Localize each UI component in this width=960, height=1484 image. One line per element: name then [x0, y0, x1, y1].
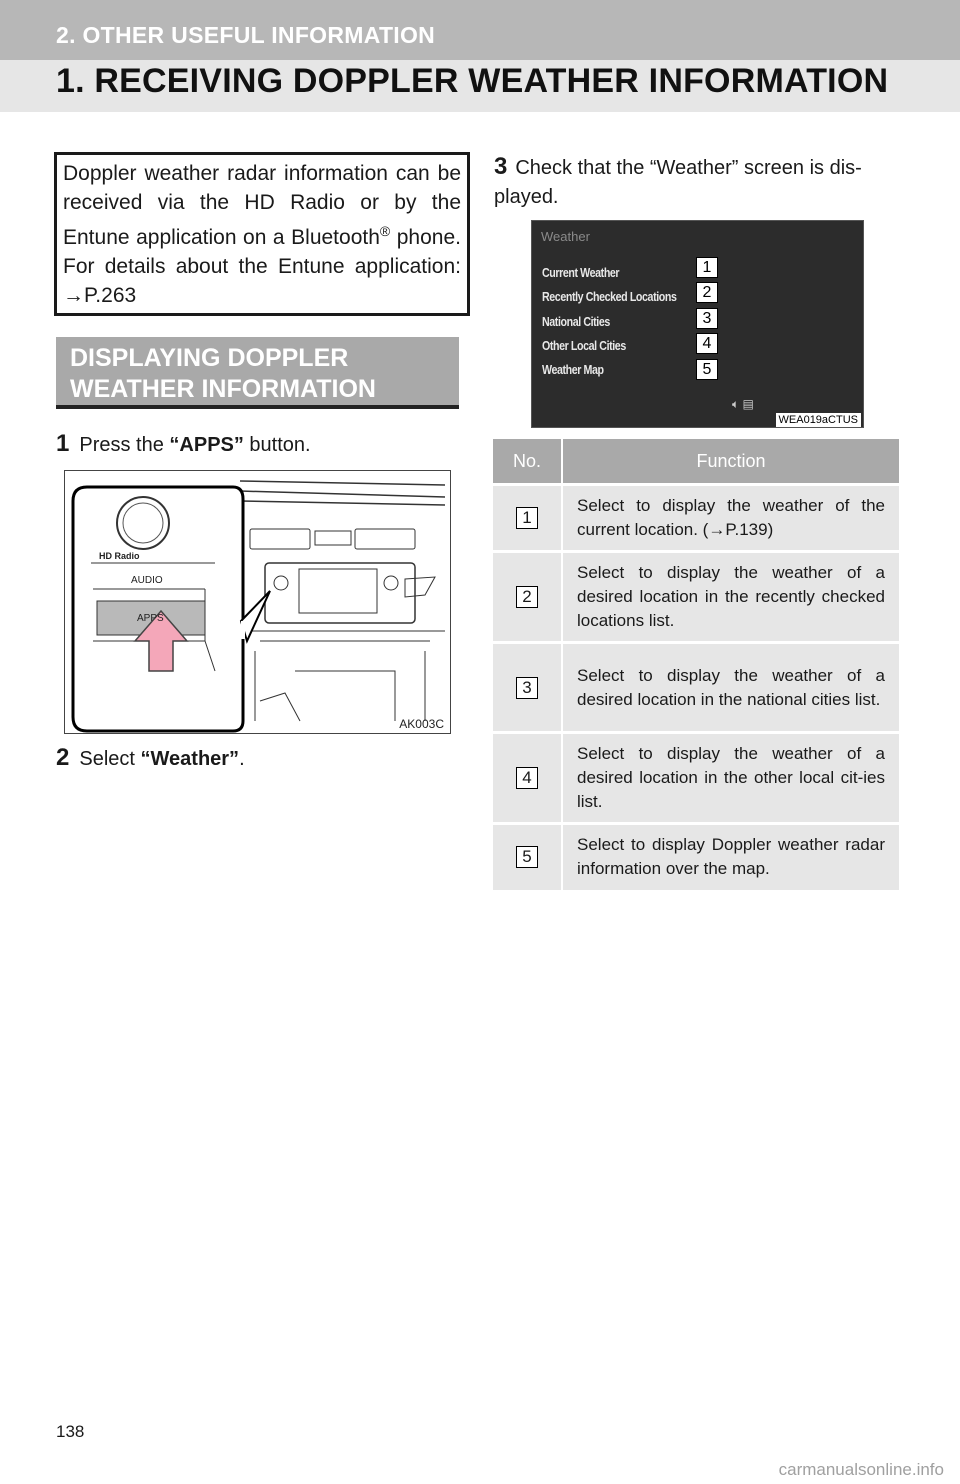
row-number: 4	[516, 767, 538, 789]
row-number: 5	[516, 846, 538, 868]
callout-3: 3	[696, 308, 718, 329]
table-row	[493, 552, 899, 643]
apps-label: APPS	[137, 613, 164, 624]
hd-radio-label: HD Radio	[99, 551, 140, 561]
section-title: 2. OTHER USEFUL INFORMATION	[56, 22, 436, 48]
intro-box	[54, 152, 470, 316]
step-text: Select “Weather”.	[79, 748, 245, 770]
menu-other-local-cities: Other Local Cities	[542, 338, 626, 353]
audio-label: AUDIO	[131, 575, 163, 586]
row-number: 2	[516, 586, 538, 608]
function-table	[493, 439, 899, 890]
table-row	[493, 824, 899, 890]
header-function: Function	[562, 439, 899, 485]
table-row	[493, 643, 899, 733]
row-function: Select to display the weather of a desired location in the other local cit-ies list.	[562, 733, 899, 824]
table-row	[493, 485, 899, 552]
chapter-title: 1. RECEIVING DOPPLER WEATHER INFORMATION	[56, 62, 889, 100]
dashboard-illustration	[65, 471, 450, 733]
step-number: 2	[56, 744, 70, 771]
registered-mark: ®	[379, 223, 391, 239]
header-no: No.	[493, 439, 562, 485]
menu-weather-map: Weather Map	[542, 362, 604, 377]
row-function: Select to display the weather of a desired location in the recently checked locations list.	[562, 552, 899, 643]
row-function: Select to display Doppler weather radar information over the map.	[562, 824, 899, 890]
row-number: 1	[516, 507, 538, 529]
menu-national-cities: National Cities	[542, 314, 610, 329]
step-number: 1	[56, 430, 70, 457]
step-number: 3	[494, 153, 508, 180]
row-number: 3	[516, 677, 538, 699]
weather-screen-title: Weather	[541, 229, 590, 244]
step-2	[56, 744, 245, 772]
row-function: Select to display the weather of the current location. (→P.139)	[562, 485, 899, 552]
figure-code: AK003C	[399, 717, 444, 731]
intro-text-1: Doppler weather radar information can be received via the HD Radio or by the Entune application on a Bluetooth	[63, 162, 461, 249]
row-function: Select to display the weather of a desired location in the national cities list.	[562, 643, 899, 733]
speaker-icon: 🔈︎ ▤	[732, 397, 754, 411]
menu-recently-checked: Recently Checked Locations	[542, 289, 677, 304]
watermark-link[interactable]: carmanualsonline.info	[778, 1460, 944, 1479]
table-row	[493, 733, 899, 824]
intro-text-2: phone. For details about the Entune application: →P.263	[63, 226, 461, 307]
weather-screen-figure	[531, 220, 864, 428]
callout-2: 2	[696, 282, 718, 303]
menu-current-weather: Current Weather	[542, 265, 620, 280]
step-text: Check that the “Weather” screen is dis-played.	[494, 157, 862, 208]
callout-4: 4	[696, 333, 718, 354]
apps-button-figure	[64, 470, 451, 734]
step-1	[56, 430, 311, 458]
subheading: DISPLAYING DOPPLER WEATHER INFORMATION	[56, 337, 459, 409]
callout-1: 1	[696, 257, 718, 278]
step-text: Press the “APPS” button.	[79, 434, 311, 456]
screen-code: WEA019aCTUS	[776, 413, 861, 427]
step-3	[494, 152, 904, 212]
page-header	[0, 0, 960, 112]
callout-5: 5	[696, 359, 718, 380]
page-number: 138	[56, 1422, 85, 1441]
